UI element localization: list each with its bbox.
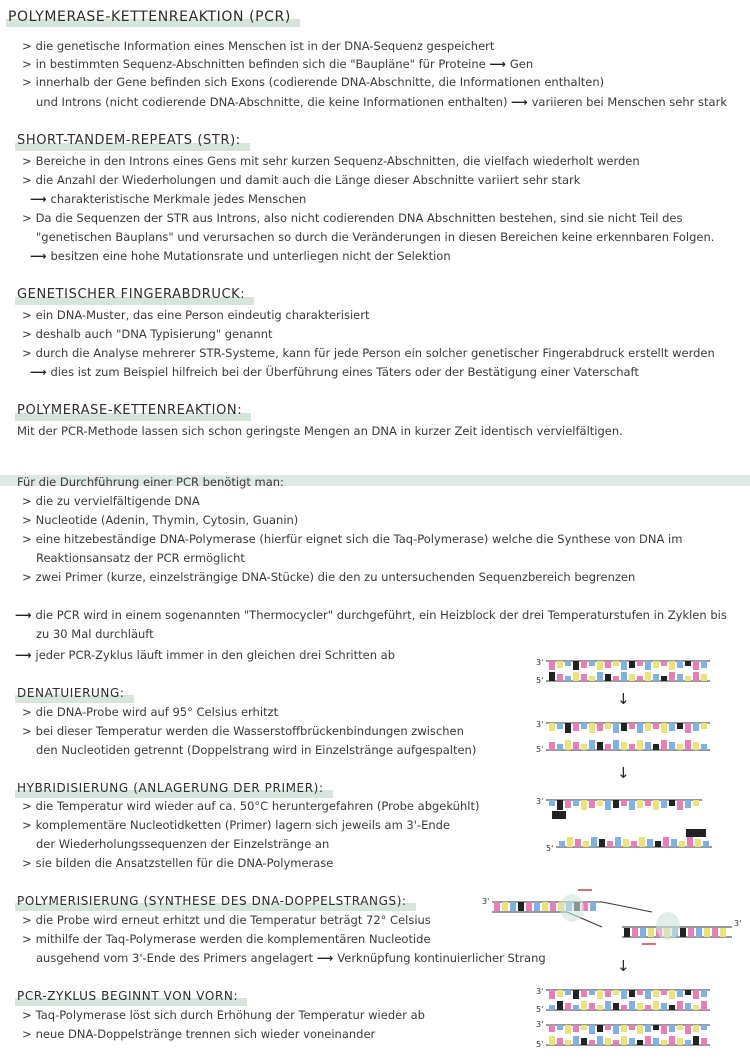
nucleotide	[685, 1040, 691, 1045]
nucleotide	[669, 672, 675, 681]
five-prime-label: 5'	[536, 745, 544, 754]
nucleotide	[589, 990, 595, 995]
nucleotide	[645, 800, 651, 806]
nucleotide	[677, 1038, 683, 1045]
nucleotide	[581, 744, 587, 750]
nucleotide	[613, 1025, 619, 1034]
nucleotide	[581, 990, 587, 997]
nucleotide	[510, 902, 516, 911]
polymerase	[560, 894, 584, 922]
nucleotide	[629, 723, 635, 729]
nucleotide	[567, 837, 573, 847]
five-prime-label: 5'	[546, 844, 554, 853]
primer	[686, 829, 706, 837]
nucleotide	[677, 674, 683, 681]
hybrid-line-1: > die Temperatur wird wieder auf ca. 50°C heruntergefahren (Probe abgekühlt)	[22, 799, 480, 813]
nucleotide	[693, 672, 699, 681]
three-prime-label: 3'	[536, 720, 544, 729]
str-line-2: > die Anzahl der Wiederholungen und damit auch die Länge dieser Abschnitte variiert sehr stark	[22, 173, 581, 187]
nucleotide	[653, 800, 659, 810]
nucleotide	[573, 990, 579, 999]
nucleotide	[549, 672, 555, 681]
down-arrow-icon: ↓	[617, 957, 630, 975]
nucleotide	[589, 723, 595, 733]
polym-line-3: ausgehend vom 3'-Ende des Primers angelagert ⟶ Verknüpfung kontinuierlicher Strang	[36, 951, 546, 965]
nucleotide	[695, 839, 701, 847]
needs-line-5: > zwei Primer (kurze, einzelsträngige DNA-Stücke) die den zu untersuchenden Sequenzbereich begrenzen	[22, 570, 636, 584]
nucleotide	[494, 902, 500, 911]
denat-line-1: > die DNA-Probe wird auf 95° Celsius erhitzt	[22, 705, 279, 719]
nucleotide	[613, 676, 619, 681]
pcr-heading: POLYMERASE-KETTENREAKTION:	[15, 402, 245, 420]
nucleotide	[549, 742, 555, 750]
nucleotide	[605, 723, 611, 729]
cycle-line: ⟶ jeder PCR-Zyklus läuft immer in den gleichen drei Schritten ab	[15, 648, 396, 662]
nucleotide	[645, 661, 651, 670]
nucleotide	[502, 902, 508, 911]
denat-line-2: > bei dieser Temperatur werden die Wasserstoffbrückenbindungen zwischen	[22, 724, 464, 738]
nucleotide	[653, 990, 659, 997]
nucleotide	[621, 1036, 627, 1045]
nucleotide	[597, 672, 603, 681]
nucleotide	[701, 990, 707, 997]
backbone	[602, 902, 652, 912]
nucleotide	[637, 676, 643, 681]
nucleotide	[559, 841, 565, 847]
nucleotide	[621, 661, 627, 670]
nucleotide	[701, 1001, 707, 1010]
nucleotide	[645, 742, 651, 750]
nucleotide	[557, 990, 563, 997]
nucleotide	[597, 1005, 603, 1010]
nucleotide	[542, 902, 548, 911]
nucleotide	[605, 800, 611, 810]
nucleotide	[647, 839, 653, 847]
nucleotide	[557, 1038, 563, 1045]
down-arrow-icon: ↓	[617, 764, 630, 782]
three-prime-label: 3'	[536, 1020, 544, 1029]
nucleotide	[685, 740, 691, 750]
nucleotide	[661, 723, 667, 733]
nucleotide	[661, 1025, 667, 1034]
nucleotide	[677, 1025, 683, 1030]
nucleotide	[645, 1025, 651, 1032]
str-line-4: > Da die Sequenzen der STR aus Introns, also nicht codierenden DNA Abschnitten bestehen, sind sie nicht Teil des	[22, 211, 683, 225]
nucleotide	[645, 990, 651, 999]
nucleotide	[621, 672, 627, 681]
finger-line-4: ⟶ dies ist zum Beispiel hilfreich bei der Überführung eines Täters oder der Bestätigung einer Vaterschaft	[30, 365, 639, 379]
three-prime-label: 3'	[536, 797, 544, 806]
nucleotide	[669, 723, 675, 731]
three-prime-label: 3'	[734, 919, 742, 928]
dna-separated-strands-diagram	[536, 718, 716, 754]
hybrid-line-2: > komplementäre Nucleotidketten (Primer) lagern sich jeweils am 3'-Ende	[22, 818, 450, 832]
nucleotide	[605, 1038, 611, 1045]
nucleotide	[645, 723, 651, 731]
nucleotide	[685, 1003, 691, 1010]
nucleotide	[720, 928, 726, 937]
nucleotide	[621, 742, 627, 750]
nucleotide	[589, 740, 595, 750]
nucleotide	[653, 674, 659, 681]
nucleotide	[637, 1040, 643, 1045]
nucleotide	[645, 1036, 651, 1045]
nucleotide	[613, 723, 619, 733]
nucleotide	[661, 661, 667, 666]
nucleotide	[573, 1005, 579, 1010]
five-prime-label: 5'	[536, 1040, 544, 1049]
finger-line-3: > durch die Analyse mehrerer STR-Systeme, kann für jede Person ein solcher genetischer Fingerabdruck erstellt werden	[22, 346, 715, 360]
three-prime-label: 3'	[536, 658, 544, 667]
nucleotide	[589, 661, 595, 666]
nucleotide	[637, 990, 643, 995]
nucleotide	[565, 740, 571, 750]
str-line-5: "genetischen Bauplans" und verursachen so durch die Veränderungen in diesen Bereichen keine erkennbaren Folgen.	[36, 230, 715, 244]
nucleotide	[688, 928, 694, 937]
nucleotide	[669, 990, 675, 999]
nucleotide	[637, 1025, 643, 1034]
intro-line-4: und Introns (nicht codierende DNA-Abschnitte, die keine Informationen enthalten) ⟶ variieren bei Menschen sehr stark	[36, 95, 727, 109]
nucleotide	[629, 1025, 635, 1030]
nucleotide	[701, 1038, 707, 1045]
hybrid-line-3: der Wiederholungssequenzen der Einzelstränge an	[36, 837, 330, 851]
denat-heading: DENATUIERUNG:	[15, 684, 128, 702]
nucleotide	[565, 1003, 571, 1010]
nucleotide	[550, 902, 556, 911]
nucleotide	[653, 723, 659, 729]
polym-line-2: > mithilfe der Taq-Polymerase werden die komplementären Nucleotide	[22, 932, 431, 946]
nucleotide	[701, 744, 707, 750]
nucleotide	[565, 661, 571, 666]
nucleotide	[669, 1005, 675, 1010]
nucleotide	[661, 740, 667, 750]
nucleotide	[623, 839, 629, 847]
nucleotide	[645, 1005, 651, 1010]
nucleotide	[661, 990, 667, 995]
nucleotide	[573, 1025, 579, 1032]
nucleotide	[703, 841, 709, 847]
nucleotide	[685, 723, 691, 733]
nucleotide	[677, 661, 683, 668]
nucleotide	[653, 1001, 659, 1010]
nucleotide	[701, 661, 707, 668]
nucleotide	[557, 674, 563, 681]
nucleotide	[621, 1005, 627, 1010]
fingerprint-heading: GENETISCHER FINGERABDRUCK:	[15, 286, 248, 304]
nucleotide	[589, 676, 595, 681]
thermo-line-1: ⟶ die PCR wird in einem sogenannten "Thermocycler" durchgeführt, ein Heizblock der drei Temperaturstufen in Zyklen bis	[15, 608, 727, 622]
nucleotide	[669, 661, 675, 670]
nucleotide	[599, 839, 605, 847]
nucleotide	[661, 800, 667, 808]
nucleotide	[549, 723, 555, 731]
nucleotide	[669, 1025, 675, 1032]
nucleotide	[621, 990, 627, 999]
primer	[552, 811, 566, 819]
nucleotide	[605, 990, 611, 997]
nucleotide	[557, 744, 563, 750]
hybrid-line-4: > sie bilden die Ansatzstellen für die DNA-Polymerase	[22, 856, 334, 870]
nucleotide	[661, 676, 667, 681]
nucleotide	[613, 800, 619, 808]
nucleotide	[597, 723, 603, 731]
nucleotide	[557, 1025, 563, 1030]
nucleotide	[605, 744, 611, 750]
nucleotide	[640, 928, 646, 937]
nucleotide	[629, 661, 635, 668]
thermo-line-2: zu 30 Mal durchläuft	[36, 627, 154, 641]
nucleotide	[597, 661, 603, 670]
nucleotide	[701, 723, 707, 729]
str-heading: SHORT-TANDEM-REPEATS (STR):	[15, 132, 244, 150]
nucleotide	[526, 902, 532, 911]
nucleotide	[613, 740, 619, 750]
nucleotide	[605, 1025, 611, 1030]
nucleotide	[653, 1025, 659, 1030]
nucleotide	[629, 1001, 635, 1010]
needs-line-1: > die zu vervielfältigende DNA	[22, 494, 200, 508]
nucleotide	[648, 928, 654, 937]
nucleotide	[637, 723, 643, 733]
nucleotide	[661, 1003, 667, 1010]
nucleotide	[573, 800, 579, 806]
nucleotide	[549, 1005, 555, 1010]
nucleotide	[573, 723, 579, 731]
nucleotide	[685, 800, 691, 808]
nucleotide	[583, 841, 589, 847]
nucleotide	[549, 1036, 555, 1045]
nucleotide	[677, 990, 683, 997]
three-prime-label: 3'	[482, 897, 490, 906]
nucleotide	[549, 990, 555, 999]
needs-line-4: Reaktionsansatz der PCR ermöglicht	[36, 551, 245, 565]
nucleotide	[534, 902, 540, 911]
nucleotide	[632, 928, 638, 937]
nucleotide	[573, 742, 579, 750]
finger-line-1: > ein DNA-Muster, das eine Person eindeutig charakterisiert	[22, 308, 370, 322]
nucleotide	[575, 839, 581, 847]
nucleotide	[661, 1040, 667, 1045]
nucleotide	[677, 800, 683, 810]
nucleotide	[680, 928, 686, 937]
nucleotide	[557, 661, 563, 668]
nucleotide	[549, 800, 555, 806]
nucleotide	[557, 800, 563, 810]
dna-polymerization-diagram	[482, 882, 744, 952]
restart-line-1: > Taq-Polymerase löst sich durch Erhöhung der Temperatur wieder ab	[22, 1008, 425, 1022]
nucleotide	[589, 800, 595, 808]
nucleotide	[549, 1025, 555, 1032]
nucleotide	[565, 723, 571, 733]
intro-line-1: > die genetische Information eines Menschen ist in der DNA-Sequenz gespeichert	[22, 39, 495, 53]
nucleotide	[679, 841, 685, 847]
polym-line-1: > die Probe wird erneut erhitzt und die Temperatur beträgt 72° Celsius	[22, 913, 431, 927]
nucleotide	[597, 800, 603, 806]
nucleotide	[589, 1003, 595, 1010]
nucleotide	[565, 1040, 571, 1045]
nucleotide	[637, 800, 643, 808]
nucleotide	[669, 1036, 675, 1045]
three-prime-label: 3'	[536, 987, 544, 996]
nucleotide	[605, 1001, 611, 1010]
nucleotide	[518, 902, 524, 911]
nucleotide	[693, 723, 699, 731]
restart-line-2: > neue DNA-Doppelstränge trennen sich wieder voneinander	[22, 1027, 376, 1041]
nucleotide	[629, 990, 635, 997]
nucleotide	[693, 661, 699, 670]
nucleotide	[663, 837, 669, 847]
nucleotide	[629, 1038, 635, 1045]
nucleotide	[613, 1040, 619, 1045]
dna-new-strands-diagram	[536, 985, 716, 1051]
nucleotide	[621, 800, 627, 806]
nucleotide	[631, 841, 637, 847]
nucleotide	[605, 674, 611, 681]
nucleotide	[671, 839, 677, 847]
needs-line-3: > eine hitzebeständige DNA-Polymerase (hierfür eignet sich die Taq-Polymerase) welche die Synthese von DNA im	[22, 532, 683, 546]
nucleotide	[653, 1038, 659, 1045]
nucleotide	[639, 837, 645, 847]
nucleotide	[597, 1036, 603, 1045]
nucleotide	[597, 742, 603, 750]
nucleotide	[669, 742, 675, 750]
denat-line-3: den Nucleotiden getrennt (Doppelstrang wird in Einzelstränge aufgespalten)	[36, 743, 477, 757]
intro-line-3: > innerhalb der Gene befinden sich Exons (codierende DNA-Abschnitte, die Informationen enthalten)	[22, 75, 605, 89]
nucleotide	[704, 928, 710, 937]
nucleotide	[581, 800, 587, 810]
nucleotide	[615, 837, 621, 847]
five-prime-label: 5'	[536, 1005, 544, 1014]
nucleotide	[581, 674, 587, 681]
nucleotide	[685, 1025, 691, 1034]
nucleotide	[693, 742, 699, 750]
page-title: POLYMERASE-KETTENREAKTION (PCR)	[6, 8, 294, 26]
str-line-6: ⟶ besitzen eine hohe Mutationsrate und unterliegen nicht der Selektion	[30, 249, 451, 263]
nucleotide	[597, 1025, 603, 1032]
nucleotide	[565, 1025, 571, 1034]
nucleotide	[696, 928, 702, 937]
nucleotide	[677, 1001, 683, 1010]
intro-line-2: > in bestimmten Sequenz-Abschnitten befinden sich die "Baupläne" für Proteine ⟶ Gen	[22, 57, 534, 71]
nucleotide	[573, 1036, 579, 1045]
nucleotide	[693, 1036, 699, 1045]
nucleotide	[565, 990, 571, 995]
nucleotide	[653, 661, 659, 668]
nucleotide	[597, 990, 603, 999]
finger-line-2: > deshalb auch "DNA Typisierung" genannt	[22, 327, 273, 341]
nucleotide	[712, 928, 718, 937]
nucleotide	[701, 674, 707, 681]
nucleotide	[607, 841, 613, 847]
pcr-line: Mit der PCR-Methode lassen sich schon geringste Mengen an DNA in kurzer Zeit identisch vervielfältigen.	[17, 424, 623, 438]
nucleotide	[655, 841, 661, 847]
nucleotide	[591, 837, 597, 847]
nucleotide	[637, 740, 643, 750]
nucleotide	[613, 1003, 619, 1010]
needs-line-2: > Nucleotide (Adenin, Thymin, Cytosin, Guanin)	[22, 513, 299, 527]
str-line-1: > Bereiche in den Introns eines Gens mit sehr kurzen Sequenz-Abschnitten, die vielfach wiederholt werden	[22, 154, 640, 168]
nucleotide	[693, 800, 699, 806]
nucleotide	[693, 1005, 699, 1010]
nucleotide	[590, 902, 596, 911]
str-line-3: ⟶ charakteristische Merkmale jedes Menschen	[30, 192, 307, 206]
nucleotide	[677, 744, 683, 750]
nucleotide	[573, 672, 579, 681]
nucleotide	[621, 723, 627, 731]
hybrid-heading: HYBRIDISIERUNG (ANLAGERUNG DER PRIMER):	[15, 779, 327, 797]
nucleotide	[621, 1025, 627, 1032]
nucleotide	[581, 1038, 587, 1045]
dna-double-strand-diagram	[536, 656, 716, 686]
nucleotide	[669, 800, 675, 806]
nucleotide	[613, 661, 619, 666]
nucleotide	[589, 1025, 595, 1034]
nucleotide	[624, 928, 630, 937]
nucleotide	[685, 990, 691, 995]
nucleotide	[549, 661, 555, 670]
nucleotide	[637, 661, 643, 666]
nucleotide	[629, 744, 635, 750]
down-arrow-icon: ↓	[617, 690, 630, 708]
nucleotide	[565, 676, 571, 681]
polym-heading: POLYMERISIERUNG (SYNTHESE DES DNA-DOPPELSTRANGS):	[15, 892, 410, 910]
five-prime-label: 5'	[536, 676, 544, 685]
dna-primer-diagram	[536, 795, 726, 855]
nucleotide	[581, 723, 587, 729]
nucleotide	[685, 676, 691, 681]
nucleotide	[573, 661, 579, 670]
nucleotide	[581, 661, 587, 668]
restart-heading: PCR-ZYKLUS BEGINNT VON VORN:	[15, 987, 241, 1005]
nucleotide	[687, 837, 693, 847]
nucleotide	[581, 1001, 587, 1010]
nucleotide	[677, 723, 683, 729]
nucleotide	[565, 800, 571, 808]
needs-intro: Für die Durchführung einer PCR benötigt man:	[17, 475, 284, 489]
nucleotide	[653, 744, 659, 750]
polymerase	[656, 912, 680, 940]
nucleotide	[605, 661, 611, 668]
nucleotide	[637, 1003, 643, 1010]
nucleotide	[581, 1025, 587, 1030]
nucleotide	[645, 672, 651, 681]
nucleotide	[685, 661, 691, 666]
nucleotide	[613, 990, 619, 995]
nucleotide	[693, 1025, 699, 1032]
nucleotide	[557, 1001, 563, 1010]
nucleotide	[701, 1025, 707, 1030]
nucleotide	[693, 990, 699, 999]
nucleotide	[589, 1040, 595, 1045]
nucleotide	[557, 723, 563, 729]
nucleotide	[629, 800, 635, 810]
nucleotide	[629, 674, 635, 681]
